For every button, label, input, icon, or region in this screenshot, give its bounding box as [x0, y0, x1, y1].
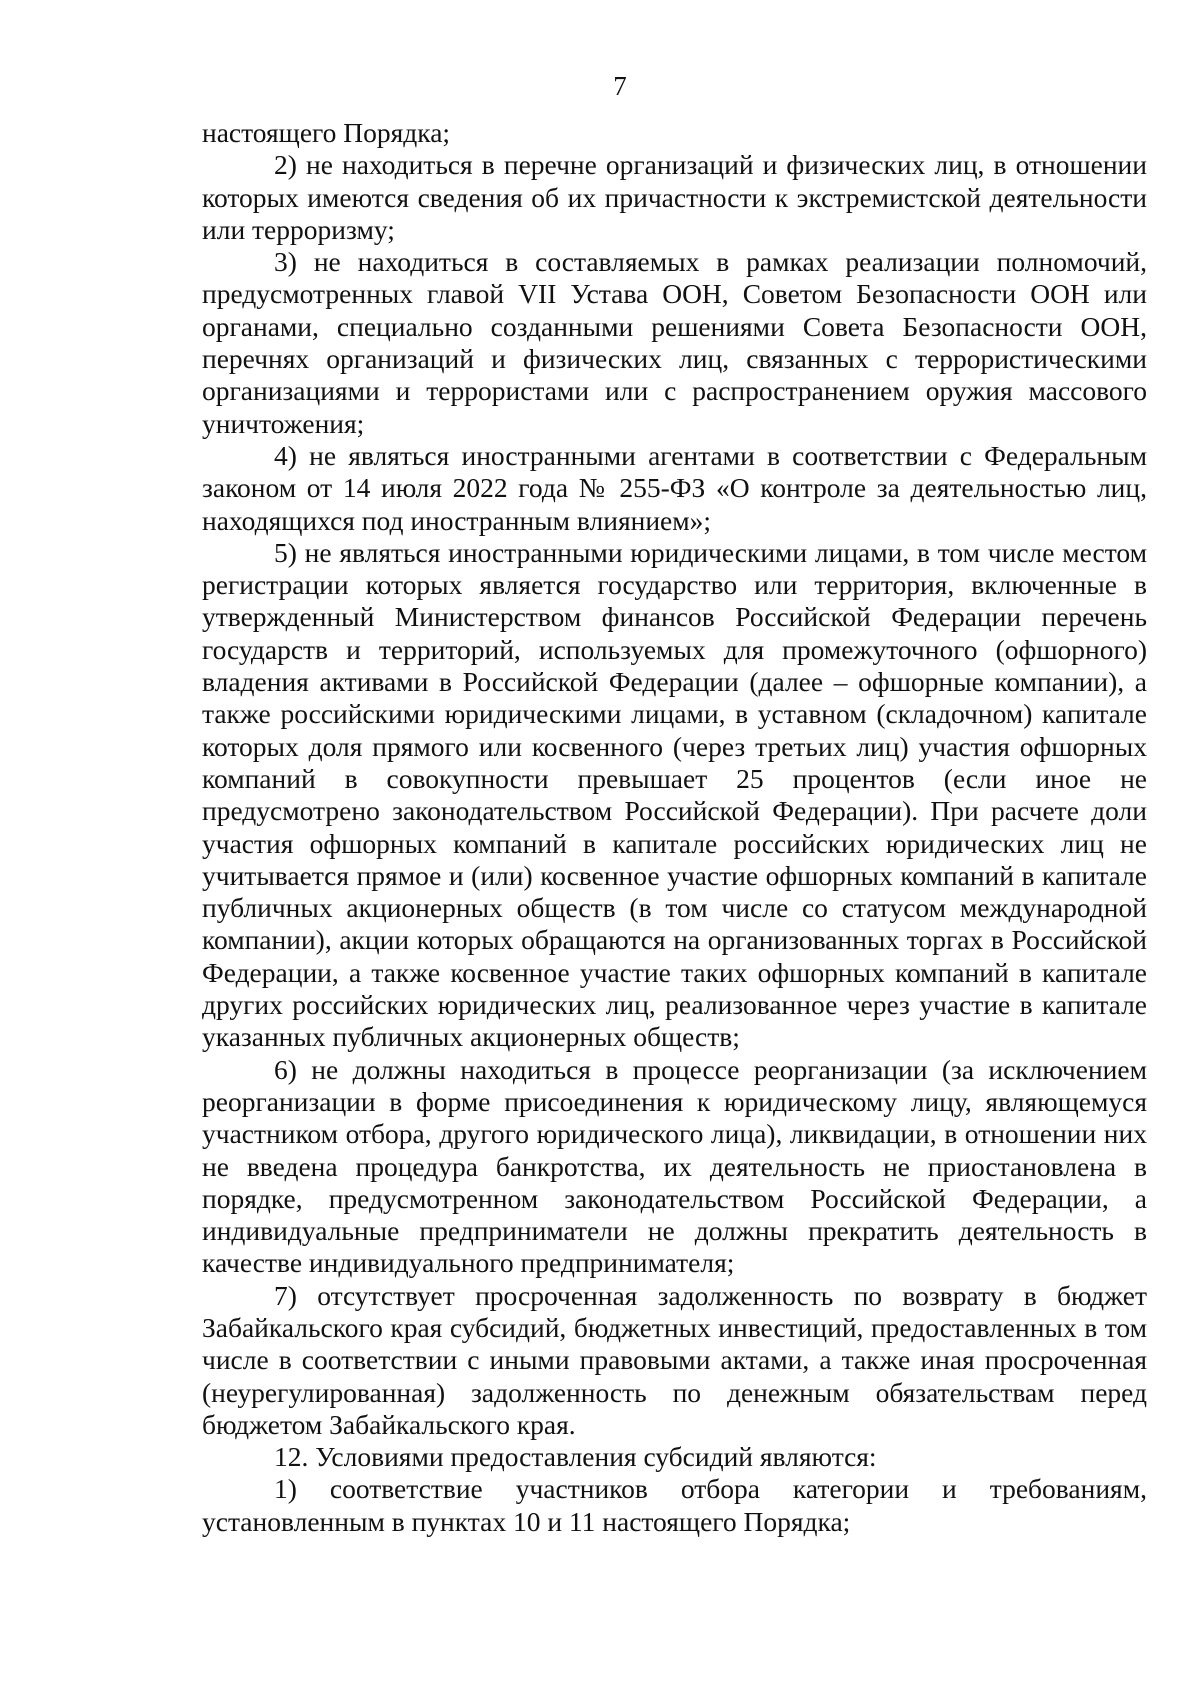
paragraph-continuation: настоящего Порядка; — [202, 117, 451, 148]
paragraph-item-4: 4) не являться иностранными агентами в соответствии с Федеральным законом от 14 июля 2022 года № 255-ФЗ «О контроле за деятельностью лиц, находящихся под иностранным влиянием»; — [202, 439, 1147, 536]
paragraph-section-12: 12. Условиями предоставления субсидий являются: — [274, 1441, 877, 1473]
paragraph-item-6: 6) не должны находиться в процессе реорганизации (за исключением реорганизации в форме присоединения к юридическому лицу, являющемуся участником отбора, другого юридического лица), ликвидации, в отношении них не введена процедура банкротства, их деятельность не приостановлена в порядке, предусмотренном законодательством Российской Федерации, а индивидуальные предприниматели не должны прекратить деятельность в качестве индивидуального предпринимателя; — [202, 1053, 1147, 1279]
paragraph-item-7: 7) отсутствует просроченная задолженность по возврату в бюджет Забайкальского края субсидий, бюджетных инвестиций, предоставленных в том числе в соответствии с иными правовыми актами, а также иная просроченная (неурегулированная) задолженность по денежным обязательствам перед бюджетом Забайкальского края. — [202, 1279, 1147, 1440]
paragraph-item-2: 2) не находиться в перечне организаций и физических лиц, в отношении которых имеются сведения об их причастности к экстремистской деятельности или терроризму; — [202, 149, 1147, 245]
paragraph-item-3: 3) не находиться в составляемых в рамках реализации полномочий, предусмотренных главой VII Устава ООН, Советом Безопасности ООН или органами, специально созданными решениями Совета Безопасности ООН, перечнях организаций и физических лиц, связанных с террористическими организациями и террористами или с распространением оружия массового уничтожения; — [202, 246, 1147, 439]
page-number: 7 — [613, 71, 627, 101]
paragraph-item-12-1: 1) соответствие участников отбора категории и требованиям, установленным в пунктах 10 и 11 настоящего Порядка; — [202, 1473, 1147, 1537]
document-body — [202, 117, 1147, 1538]
paragraph-item-5: 5) не являться иностранными юридическими лицами, в том числе местом регистрации которых является государство или территория, включенные в утвержденный Министерством финансов Российской Федерации перечень государств и территорий, используемых для промежуточного (офшорного) владения активами в Российской Федерации (далее – офшорные компании), а также российскими юридическими лицами, в уставном (складочном) капитале которых доля прямого или косвенного (через третьих лиц) участия офшорных компаний в совокупности превышает 25 процентов (если иное не предусмотрено законодательством Российской Федерации). При расчете доли участия офшорных компаний в капитале российских юридических лиц не учитывается прямое и (или) косвенное участие офшорных компаний в капитале публичных акционерных обществ (в том числе со статусом международной компании), акции которых обращаются на организованных торгах в Российской Федерации, а также косвенное участие таких офшорных компаний в капитале других российских юридических лиц, реализованное через участие в капитале указанных публичных акционерных обществ; — [202, 536, 1147, 1053]
